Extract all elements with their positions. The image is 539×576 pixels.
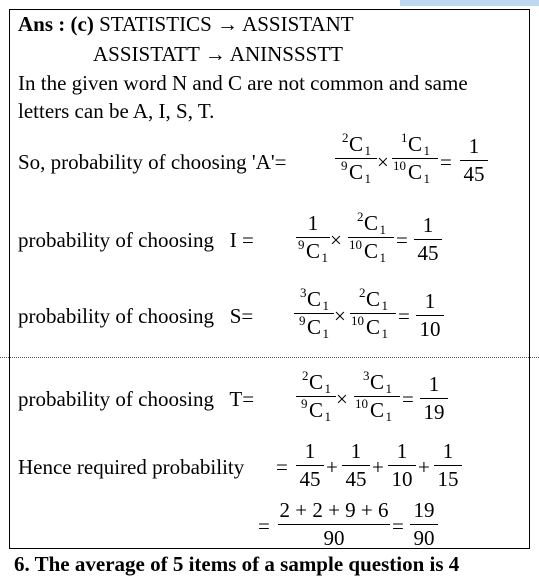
row-i-result: 1 45 bbox=[414, 214, 442, 265]
row-s-frac-2: 2 C 1 10 C 1 bbox=[350, 288, 396, 339]
row-i-letter: I bbox=[229, 228, 237, 252]
total-term-4: 1 15 bbox=[434, 440, 462, 491]
total-sum: 2 + 2 + 9 + 6 90 bbox=[279, 498, 389, 550]
row-i-prefix: probability of choosing bbox=[18, 228, 214, 252]
answer-subtitle: ASSISTATT → ANINSSSTT bbox=[93, 42, 343, 66]
row-s-prefix: probability of choosing bbox=[18, 304, 214, 328]
page-break-line bbox=[0, 357, 539, 358]
next-question-text: 6. The average of 5 items of a sample question is 4 bbox=[14, 552, 460, 576]
row-s-frac-1: 3 C 1 9 C 1 bbox=[294, 288, 334, 339]
answer-line bbox=[18, 12, 354, 36]
total-final: 19 90 bbox=[410, 499, 438, 550]
row-t-frac-1: 2 C 1 9 C 1 bbox=[296, 371, 336, 422]
row-a-frac-2: 1 C 1 10 C 1 bbox=[392, 133, 438, 184]
row-s-letter: S bbox=[229, 304, 242, 328]
intro-line-2: letters can be A, I, S, T. bbox=[18, 99, 215, 123]
answer-label: Ans : (c) bbox=[18, 12, 94, 36]
row-t-label: probability of choosing T= bbox=[18, 387, 255, 411]
total-term-2: 1 45 bbox=[342, 440, 370, 491]
row-i-frac-2: 2 C 1 10 C 1 bbox=[348, 212, 394, 263]
row-a-result: 1 45 bbox=[460, 135, 488, 186]
total-label: Hence required probability bbox=[18, 455, 245, 479]
row-a-prefix: So, probability of choosing bbox=[18, 150, 247, 174]
row-i-frac-1: 1 9 C 1 bbox=[297, 211, 328, 265]
intro-line-1: In the given word N and C are not common and same bbox=[18, 71, 468, 95]
times-sign: × bbox=[377, 150, 389, 174]
row-a-frac-1: 2 C 1 9 C 1 bbox=[335, 133, 377, 184]
total-term-3: 1 10 bbox=[388, 440, 416, 491]
row-t-prefix: probability of choosing bbox=[18, 387, 214, 411]
total-term-1: 1 45 bbox=[296, 440, 324, 491]
row-s-label: probability of choosing S= bbox=[18, 304, 254, 328]
row-t-letter: T bbox=[229, 387, 243, 411]
row-a-label: So, probability of choosing 'A'= bbox=[18, 150, 287, 174]
row-i-label: probability of choosing I = bbox=[18, 228, 254, 252]
answer-title: STATISTICS → ASSISTANT bbox=[99, 12, 354, 36]
row-s-result: 1 10 bbox=[416, 290, 444, 341]
row-t-result: 1 19 bbox=[420, 373, 448, 424]
row-t-frac-2: 3 C 1 10 C 1 bbox=[354, 371, 400, 422]
header-strip bbox=[400, 0, 539, 6]
next-question-cutoff bbox=[0, 550, 539, 576]
row-a-letter: 'A' bbox=[251, 150, 275, 174]
